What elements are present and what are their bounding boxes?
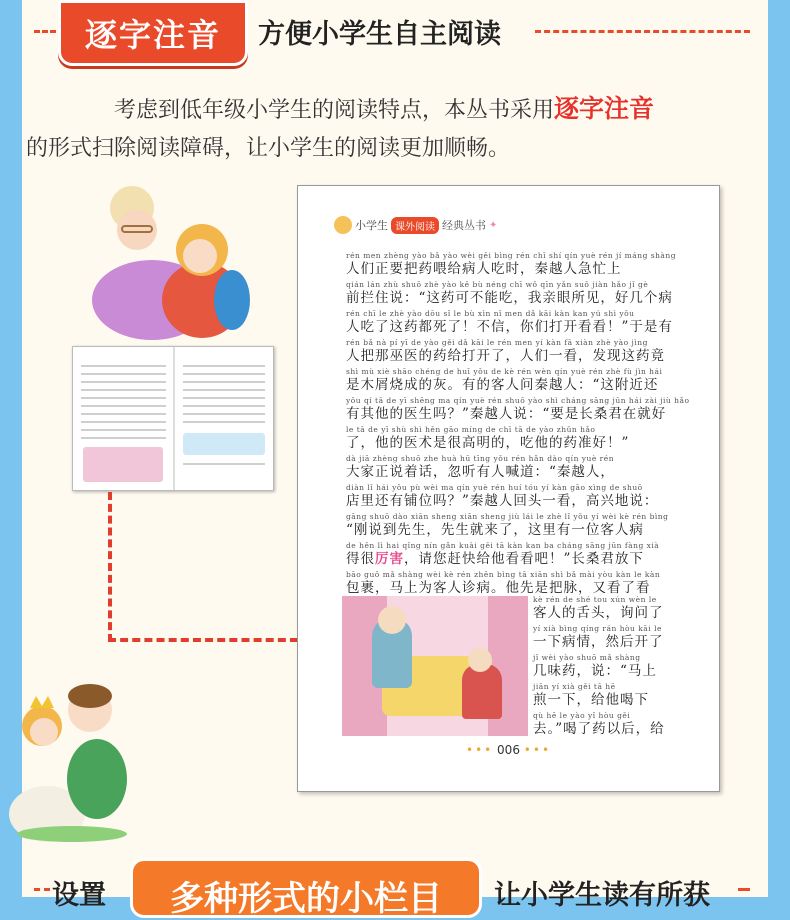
thumb-line [81,365,166,367]
hanzi-row: 大家正说着话，忽听有人喊道：“秦越人， [346,464,615,480]
page-header-left: 小学生 [355,219,388,232]
thumb-line [81,373,166,375]
hanzi-row: 去。”喝了药以后，给 [533,721,665,737]
highlighted-word: 厉害 [375,551,404,567]
pinyin-row: qián lán zhù shuō zhè yào kě bù néng chī wǒ qīn yǎn suǒ jiàn hǎo jǐ gè [346,280,649,289]
thumb-line [81,437,166,439]
pinyin-row: rén men zhèng yào bǎ yào wèi gěi bìng rén chī shí qín yuè rén jí máng shàng [346,251,677,260]
hanzi-row: 包裹，马上为客人诊病。他先是把脉，又看了看 [346,580,651,596]
thumb-line [81,421,166,423]
intro-highlight: 逐字注音 [554,94,655,123]
hanzi-row: 了，他的医术是很高明的，吃他的药准好！” [346,435,630,451]
hanzi-row: 前拦住说：“这药可不能吃，我亲眼所见，好几个病 [346,290,673,306]
text-line [346,366,676,395]
text-line [346,424,676,453]
page-header [334,214,497,236]
thumb-line [81,429,166,431]
hanzi-row: 人们正要把药喂给病人吃时，秦越人急忙上 [346,261,622,277]
header-dash-left [34,30,56,33]
bottom-dash-left [34,888,50,891]
book-thumbnail [72,346,274,491]
page-number: ••• 006 ••• [465,743,552,757]
thumb-line [183,381,265,383]
thumb-tipbox [183,433,265,455]
hanzi-row: 煎一下，给他喝下 [533,692,649,708]
pinyin-row: diàn lǐ hái yǒu pù wèi ma qín yuè rén huí tóu yí kàn gāo xìng de shuō [346,483,643,492]
pinyin-row: bāo guǒ mǎ shàng wèi kè rén zhěn bìng tā xiān shì bǎ mài yòu kàn le kàn [346,570,661,579]
mascot-icon [334,216,352,234]
hanzi-row: 得很厉害，请您赶快给他看看吧！”长桑君放下 [346,551,644,567]
pinyin-row: jiān yí xià gěi tā hē [533,682,616,691]
thumb-line [183,365,265,367]
thumb-line [81,413,166,415]
bottom-dash-right [738,888,750,891]
hanzi-row: 一下病情，然后开了 [533,634,664,650]
pinyin-row: yí xià bìng qíng rán hòu kāi le [533,624,662,633]
pinyin-row: rén bǎ nà pí yī de yào gěi dǎ kāi le rén men yí kàn fā xiàn zhè yào jìng [346,338,648,347]
page-number-value: 006 [497,743,520,757]
bottom-feature-badge: 多种形式的小栏目 [130,858,482,918]
doctor-head [378,606,406,634]
prince-princess-illustration [2,674,147,844]
hanzi-row: 客人的舌头，询问了 [533,605,664,621]
hanzi-row: “刚说到先生，先生就来了，这里有一位客人病 [346,522,644,538]
text-line [533,594,678,623]
bottom-suffix: 让小学生读有所获 [494,880,710,911]
text-line [346,453,676,482]
kneeling-head [468,648,492,672]
text-line [533,681,678,710]
pinyin-row: le tā de yī shù shì hěn gāo míng de chī tā de yào zhǔn hǎo [346,425,596,434]
thumb-line [183,405,265,407]
pinyin-row: yǒu qí tā de yī shēng ma qín yuè rén shuō yào shì cháng sāng jūn hái zài jiù hǎo [346,396,690,405]
bottom-prefix: 设置 [52,880,106,911]
book-spine [173,347,175,490]
text-line [346,540,676,569]
hanzi-row: 几味药，说：“马上 [533,663,657,679]
pinyin-row: jǐ wèi yào shuō mǎ shàng [533,653,641,662]
text-line [346,337,676,366]
pinyin-row: de hěn lì hai qǐng nín gǎn kuài gěi tā kàn kan ba cháng sāng jūn fàng xià [346,541,660,550]
thumb-line [81,397,166,399]
text-line [346,511,676,540]
star-icon: ✦ [489,219,498,231]
pinyin-row: gāng shuō dào xiān sheng xiān sheng jiù lái le zhè lǐ yǒu yí wèi kè rén bìng [346,512,669,521]
text-line [533,623,678,652]
pinyin-row: kè rén de shé tou xún wèn le [533,595,657,604]
intro-text-1: 考虑到低年级小学生的阅读特点，本丛书采用 [114,98,555,123]
intro-text-2: 的形式扫除阅读障碍，让小学生的阅读更加顺畅。 [26,136,511,161]
hanzi-row: 是木屑烧成的灰。有的客人问秦越人：“这附近还 [346,377,659,393]
text-line [346,279,676,308]
text-line [533,652,678,681]
thumb-line [81,381,166,383]
pinyin-row: shì mù xiè shāo chéng de huī yǒu de kè rén wèn qín yuè rén zhè fù jìn hái [346,367,663,376]
pinyin-text-block [346,250,690,598]
intro-paragraph [26,90,730,168]
feature-tagline: 方便小学生自主阅读 [258,19,501,50]
hanzi-row: 有其他的医生吗？”秦越人说：“要是长桑君在就好 [346,406,667,422]
pinyin-row: rén chī le zhè yào dōu sǐ le bù xìn nǐ men dǎ kāi kàn kan yú shì yǒu [346,309,635,318]
kneeling-figure [462,664,502,719]
connector-dash-vertical [108,492,112,642]
thumb-line [183,421,265,423]
page-header-right: 经典丛书 [442,219,486,232]
thumb-line [183,373,265,375]
hanzi-row: 人把那巫医的药给打开了，人们一看，发现这药竟 [346,348,665,364]
thumb-line [183,397,265,399]
thumb-line [183,389,265,391]
feature-badge: 逐字注音 [58,0,248,66]
thumb-line [81,405,166,407]
thumb-line [81,389,166,391]
pinyin-row: dà jiā zhèng shuō zhe huà hū tīng yǒu rén hǎn dào qín yuè rén [346,454,615,463]
grandmother-child-illustration [82,180,262,340]
thumb-line [183,413,265,415]
thumb-line [183,463,265,465]
hanzi-row: 人吃了这药都死了！不信，你们打开看看！”于是有 [346,319,673,335]
text-line [346,395,690,424]
page-header-tag: 课外阅读 [391,217,439,234]
connector-dash-horizontal [108,638,298,642]
page-preview [297,185,720,792]
pinyin-text-block-right [533,594,678,739]
header-dash-right [535,30,750,33]
text-line [346,482,676,511]
pinyin-row: qù hē le yào yǐ hòu gěi [533,711,631,720]
text-line [346,250,676,279]
text-line [533,710,678,739]
thumb-illustration [83,447,163,482]
text-line [346,308,676,337]
doctor-illustration [342,596,528,736]
hanzi-row: 店里还有铺位吗？”秦越人回头一看，高兴地说： [346,493,659,509]
